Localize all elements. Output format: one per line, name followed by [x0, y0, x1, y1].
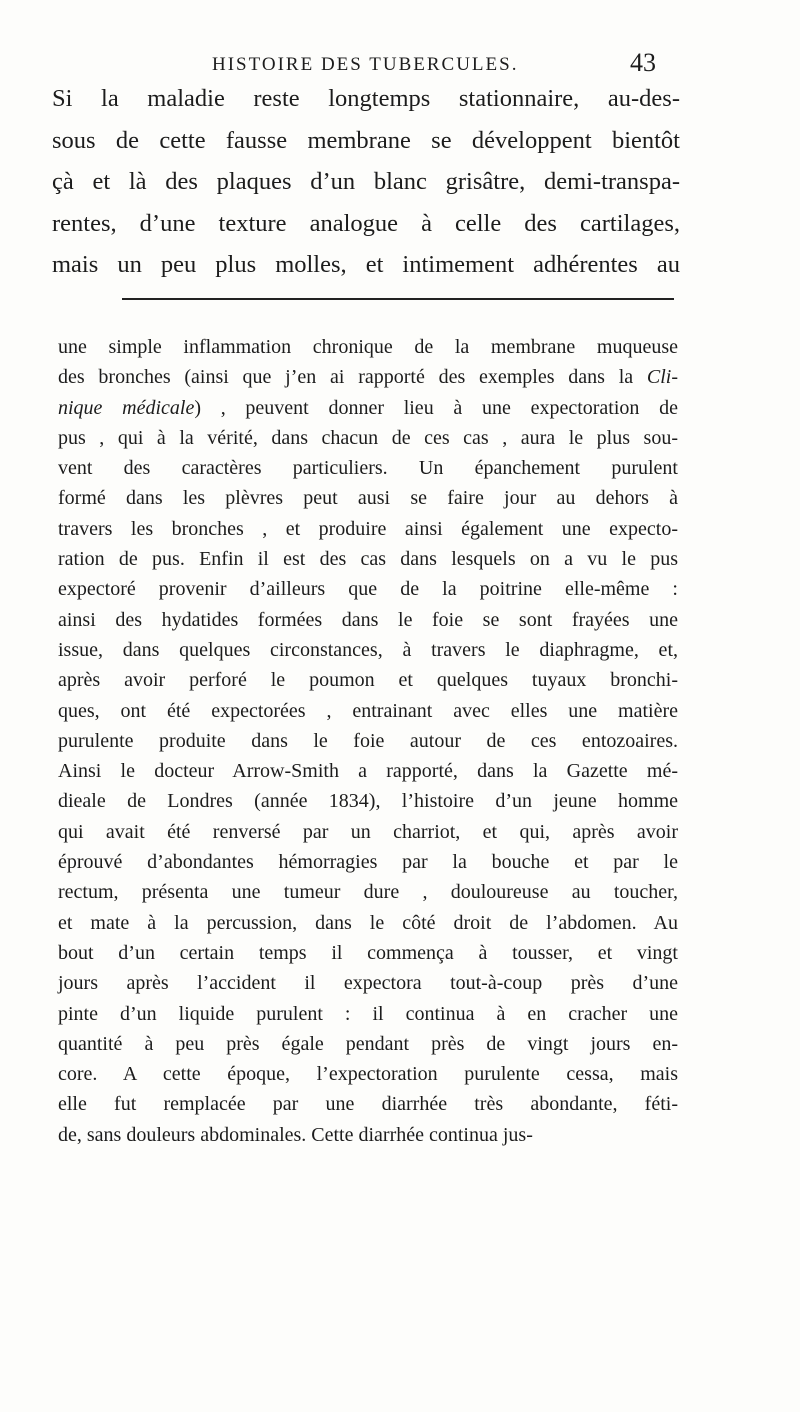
- footnote-line: de, sans douleurs abdominales. Cette diarrhée continua jus-: [58, 1123, 533, 1146]
- footnote-line: bout d’un certain temps il commença à tousser, et vingt: [58, 941, 678, 964]
- footnote-line: formé dans les plèvres peut ausi se faire jour au dehors à: [58, 487, 678, 510]
- running-head: HISTOIRE DES TUBERCULES.: [212, 54, 519, 75]
- footnote-line: qui avait été renversé par un charriot, et qui, après avoir: [58, 820, 678, 843]
- text-line: Si la maladie reste longtemps stationnaire, au-des-: [52, 85, 680, 112]
- page-number: 43: [630, 48, 656, 77]
- footnote-line: [58, 362, 678, 392]
- text-line: sous de cette fausse membrane se développent bientôt: [52, 126, 680, 154]
- text-line: mais un peu plus molles, et intimement adhérentes au: [52, 251, 680, 278]
- footnote-line: elle fut remplacée par une diarrhée très abondante, féti-: [58, 1093, 678, 1116]
- footnote-text: des bronches (ainsi que j’en ai rapporté des exemples dans la: [58, 366, 647, 389]
- footnote-line: core. A cette époque, l’expectoration purulente cessa, mais: [58, 1063, 678, 1086]
- footnote-line: quantité à peu près égale pendant près de vingt jours en-: [58, 1032, 678, 1055]
- footnote-line: dieale de Londres (année 1834), l’histoire d’un jeune homme: [58, 790, 678, 813]
- footnote-line: pinte d’un liquide purulent : il continua à en cracher une: [58, 1002, 678, 1025]
- text-line: çà et là des plaques d’un blanc grisâtre, demi-transpa-: [52, 168, 680, 195]
- footnote-line: pus , qui à la vérité, dans chacun de ces cas , aura le plus sou-: [58, 426, 678, 449]
- footnote-line: Ainsi le docteur Arrow-Smith a rapporté, dans la Gazette mé-: [58, 760, 678, 783]
- footnote-line: vent des caractères particuliers. Un épanchement purulent: [58, 457, 678, 480]
- footnote-line: éprouvé d’abondantes hémorragies par la bouche et par le: [58, 851, 678, 874]
- footnote-line: travers les bronches , et produire ainsi également une expecto-: [58, 517, 678, 540]
- footnote: [58, 332, 678, 1150]
- journal-title-italic: Cli-: [646, 366, 678, 389]
- journal-title-italic: nique médicale: [58, 396, 195, 419]
- footnote-line: [58, 393, 678, 423]
- footnote-line: ration de pus. Enfin il est des cas dans lesquels on a vu le pus: [58, 548, 678, 571]
- footnote-line: ainsi des hydatides formées dans le foie se sont frayées une: [58, 608, 678, 631]
- footnote-line: après avoir perforé le poumon et quelques tuyaux bronchi-: [58, 669, 678, 692]
- footnote-line: rectum, présenta une tumeur dure , douloureuse au toucher,: [58, 881, 678, 904]
- footnote-line: jours après l’accident il expectora tout-à-coup près d’une: [58, 972, 678, 995]
- text-line: rentes, d’une texture analogue à celle des cartilages,: [52, 209, 680, 237]
- footnote-separator-rule: [122, 298, 674, 300]
- footnote-line: une simple inflammation chronique de la membrane muqueuse: [58, 336, 678, 358]
- main-text: [52, 78, 680, 286]
- footnote-line: et mate à la percussion, dans le côté droit de l’abdomen. Au: [58, 911, 678, 934]
- footnote-line: purulente produite dans le foie autour de ces entozoaires.: [58, 729, 678, 752]
- footnote-line: ques, ont été expectorées , entrainant avec elles une matière: [58, 699, 678, 722]
- footnote-line: expectoré provenir d’ailleurs que de la poitrine elle-même :: [58, 578, 678, 601]
- footnote-text: ) , peuvent donner lieu à une expectoration de: [194, 396, 679, 419]
- footnote-line: issue, dans quelques circonstances, à travers le diaphragme, et,: [58, 638, 678, 661]
